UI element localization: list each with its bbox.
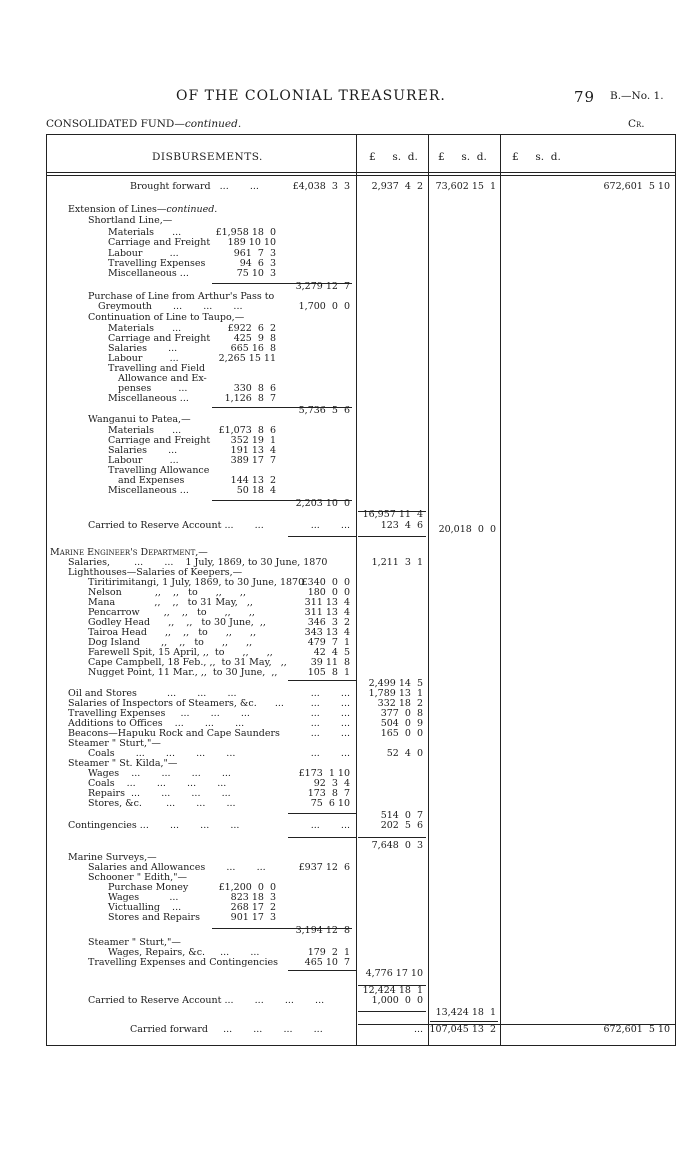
ledger-amount: 330 8 6 bbox=[233, 383, 276, 394]
ledger-amount: 50 18 4 bbox=[236, 485, 276, 496]
ledger-item-label: Carried to Reserve Account ... ... bbox=[88, 520, 264, 531]
ledger-item-label: Steamer " Sturt,"— bbox=[88, 937, 181, 948]
ledger-item-label: Godley Head ,, ,, to 30 June, ,, bbox=[88, 617, 266, 628]
ledger-item-label: Wages ... bbox=[108, 892, 179, 903]
column-header: £ s. d. bbox=[438, 151, 487, 163]
ledger-amount: ... ... bbox=[310, 718, 350, 729]
ledger-amount: 2,265 15 11 bbox=[218, 353, 276, 364]
ledger-item-label: Continuation of Line to Taupo,— bbox=[88, 312, 245, 323]
ledger-item-label: Shortland Line,— bbox=[88, 215, 173, 226]
ledger-item-label: Steamer " St. Kilda,"— bbox=[68, 758, 178, 769]
credit-side-label: Cr. bbox=[628, 118, 645, 130]
ledger-amount: 901 17 3 bbox=[230, 912, 276, 923]
ledger-amount: 202 5 6 bbox=[380, 820, 423, 831]
page-number: 79 bbox=[574, 88, 596, 106]
ledger-item-label: Tiritirimitangi, 1 July, 1869, to 30 June, 1870 bbox=[88, 577, 305, 588]
ledger-amount: 665 16 8 bbox=[230, 343, 276, 354]
ledger-amount: 73,602 15 1 bbox=[435, 181, 496, 192]
page-title: OF THE COLONIAL TREASURER. bbox=[176, 88, 446, 104]
ledger-item-label: Carriage and Freight bbox=[108, 435, 211, 446]
ledger-item-label: Stores, &c. ... ... ... bbox=[88, 798, 236, 809]
ledger-item-label: Repairs ... ... ... ... bbox=[88, 788, 231, 799]
ledger-item-label: Carriage and Freight bbox=[108, 237, 211, 248]
ledger-amount: 12,424 18 1 bbox=[362, 985, 423, 996]
ledger-item-label: Contingencies ... ... ... ... bbox=[68, 820, 240, 831]
ledger-item-label: Salaries and Allowances ... ... bbox=[88, 862, 266, 873]
ledger-amount: 352 19 1 bbox=[230, 435, 276, 446]
ledger-item-label: Pencarrow ,, ,, to ,, ,, bbox=[88, 607, 255, 618]
ledger-amount: 16,957 11 4 bbox=[362, 509, 423, 520]
ledger-amount: 1,700 0 0 bbox=[298, 301, 350, 312]
ledger-item-label: Oil and Stores ... ... ... bbox=[68, 688, 237, 699]
ledger-item-label: Travelling Expenses ... ... ... bbox=[68, 708, 250, 719]
ledger-amount: 2,499 14 5 bbox=[368, 678, 423, 689]
column-header: £ s. d. bbox=[369, 151, 418, 163]
ledger-item-label: Materials ... bbox=[108, 323, 182, 334]
ledger-amount: 13,424 18 1 bbox=[435, 1007, 496, 1018]
ledger-item-label: Dog Island ,, ,, to ,, ,, bbox=[88, 637, 253, 648]
ledger-amount: 3,194 12 8 bbox=[295, 925, 350, 936]
ledger-item-label: Carriage and Freight bbox=[108, 333, 211, 344]
ledger-amount: 180 0 0 bbox=[307, 587, 350, 598]
ledger-amount: 425 9 8 bbox=[233, 333, 276, 344]
ledger-item-label: Mana ,, ,, to 31 May, ,, bbox=[88, 597, 253, 608]
ledger-amount: 39 11 8 bbox=[310, 657, 350, 668]
ledger-amount: 389 17 7 bbox=[230, 455, 276, 466]
ledger-amount: 165 0 0 bbox=[380, 728, 423, 739]
ledger-item-label: Coals ... ... ... ... bbox=[88, 748, 236, 759]
ledger-amount: 3,279 12 7 bbox=[295, 281, 350, 292]
ledger-amount: 377 0 8 bbox=[380, 708, 423, 719]
ledger-item-label: Schooner " Edith,"— bbox=[88, 872, 187, 883]
ledger-item-label: Carried to Reserve Account ... ... ... ... bbox=[88, 995, 325, 1006]
ledger-amount: 42 4 5 bbox=[313, 647, 350, 658]
ledger-item-label: Wanganui to Patea,— bbox=[88, 414, 191, 425]
ledger-amount: 311 13 4 bbox=[304, 597, 350, 608]
ledger-item-label: Materials ... bbox=[108, 425, 182, 436]
ledger-amount: 1,789 13 1 bbox=[368, 688, 423, 699]
ledger-amount: 479 7 1 bbox=[307, 637, 350, 648]
ledger-amount: 105 8 1 bbox=[307, 667, 350, 678]
ledger-amount: 75 10 3 bbox=[236, 268, 276, 279]
ledger-amount: 268 17 2 bbox=[230, 902, 276, 913]
ledger-amount: ... ... bbox=[310, 708, 350, 719]
ledger-amount: 94 6 3 bbox=[239, 258, 276, 269]
ledger-amount: 179 2 1 bbox=[307, 947, 350, 958]
document-reference: B.—No. 1. bbox=[610, 90, 664, 102]
ledger-item-label: Greymouth ... ... ... bbox=[98, 301, 243, 312]
ledger-amount: 343 13 4 bbox=[304, 627, 350, 638]
ledger-item-label: Carried forward ... ... ... ... bbox=[130, 1024, 323, 1035]
ledger-amount: 7,648 0 3 bbox=[371, 840, 423, 851]
ledger-item-label: Tairoa Head ,, ,, to ,, ,, bbox=[88, 627, 257, 638]
ledger-amount: 514 0 7 bbox=[380, 810, 423, 821]
ledger-item-label: Wages ... ... ... ... bbox=[88, 768, 231, 779]
ledger-item-label: Cape Campbell, 18 Feb., ,, to 31 May, ,, bbox=[88, 657, 287, 668]
ledger-item-label: and Expenses bbox=[118, 475, 185, 486]
ledger-item-label: Miscellaneous ... bbox=[108, 268, 189, 279]
ledger-amount: 672,601 5 10 bbox=[603, 1024, 670, 1035]
ledger-amount: 465 10 7 bbox=[304, 957, 350, 968]
ledger-item-label: Marine Surveys,— bbox=[68, 852, 157, 863]
ledger-amount: 311 13 4 bbox=[304, 607, 350, 618]
ledger-item-label: Salaries, ... ... 1 July, 1869, to 30 June, 1870 bbox=[68, 557, 328, 568]
ledger-amount: 1,126 8 7 bbox=[224, 393, 276, 404]
ledger-item-label: Extension of Lines—continued. bbox=[68, 204, 218, 215]
ledger-item-label: Travelling and Field bbox=[108, 363, 206, 374]
ledger-amount: 672,601 5 10 bbox=[603, 181, 670, 192]
ledger-amount: £922 6 2 bbox=[227, 323, 276, 334]
ledger-amount: £937 12 6 bbox=[298, 862, 350, 873]
ledger-amount: 5,736 5 6 bbox=[298, 405, 350, 416]
ledger-amount: ... ... bbox=[310, 520, 350, 531]
ledger-amount: 332 18 2 bbox=[377, 698, 423, 709]
ledger-amount: 75 6 10 bbox=[310, 798, 350, 809]
ledger-amount: 173 8 7 bbox=[307, 788, 350, 799]
ledger-amount: 504 0 9 bbox=[380, 718, 423, 729]
ledger-item-label: Stores and Repairs bbox=[108, 912, 200, 923]
ledger-item-label: Beacons—Hapuku Rock and Cape Saunders bbox=[68, 728, 280, 739]
ledger-item-label: Steamer " Sturt,"— bbox=[68, 738, 161, 749]
ledger-amount: 144 13 2 bbox=[230, 475, 276, 486]
ledger-item-label: Allowance and Ex- bbox=[118, 373, 207, 384]
ledger-amount: ... ... bbox=[310, 688, 350, 699]
ledger-amount: 961 7 3 bbox=[233, 248, 276, 259]
ledger-amount: £1,073 8 6 bbox=[218, 425, 276, 436]
ledger-item-label: Salaries ... bbox=[108, 343, 178, 354]
ledger-item-label: Travelling Expenses and Contingencies bbox=[88, 957, 279, 968]
ledger-amount: £173 1 10 bbox=[298, 768, 350, 779]
ledger-amount: 52 4 0 bbox=[386, 748, 423, 759]
ledger-item-label: Brought forward ... ... bbox=[130, 181, 259, 192]
ledger-amount: 823 18 3 bbox=[230, 892, 276, 903]
ledger-item-label: Coals ... ... ... ... bbox=[88, 778, 227, 789]
ledger-item-label: Labour ... bbox=[108, 353, 179, 364]
ledger-amount: ... ... bbox=[310, 748, 350, 759]
ledger-amount: £1,958 18 0 bbox=[215, 227, 276, 238]
ledger-item-label: Travelling Allowance bbox=[108, 465, 210, 476]
ledger-item-label: Additions to Offices ... ... ... bbox=[68, 718, 245, 729]
ledger-amount: 1,000 0 0 bbox=[371, 995, 423, 1006]
ledger-amount: 20,018 0 0 bbox=[438, 524, 496, 535]
disbursements-heading: DISBURSEMENTS. bbox=[152, 151, 263, 163]
ledger-amount: £4,038 3 3 bbox=[292, 181, 350, 192]
ledger-item-label: Salaries of Inspectors of Steamers, &c. ... bbox=[68, 698, 284, 709]
ledger-amount: £340 0 0 bbox=[301, 577, 350, 588]
ledger-amount: 107,045 13 2 bbox=[429, 1024, 496, 1035]
ledger-item-label: Miscellaneous ... bbox=[108, 393, 189, 404]
ledger-item-label: Labour ... bbox=[108, 248, 179, 259]
ledger-amount: 123 4 6 bbox=[380, 520, 423, 531]
ledger-item-label: Labour ... bbox=[108, 455, 179, 466]
ledger-amount: ... bbox=[413, 1024, 423, 1035]
ledger-item-label: Nelson ,, ,, to ,, ,, bbox=[88, 587, 246, 598]
ledger-amount: 4,776 17 10 bbox=[365, 968, 423, 979]
column-header: £ s. d. bbox=[512, 151, 561, 163]
ledger-item-label: Wages, Repairs, &c. ... ... bbox=[108, 947, 260, 958]
ledger-item-label: Nugget Point, 11 Mar., ,, to 30 June, ,, bbox=[88, 667, 278, 678]
fund-heading: CONSOLIDATED FUND—continued. bbox=[46, 118, 242, 130]
ledger-item-label: Purchase Money bbox=[108, 882, 189, 893]
ledger-item-label: Travelling Expenses bbox=[108, 258, 206, 269]
ledger-item-label: Farewell Spit, 15 April, ,, to ,, ,, bbox=[88, 647, 273, 658]
ledger-amount: ... ... bbox=[310, 820, 350, 831]
ledger-amount: 1,211 3 1 bbox=[371, 557, 423, 568]
ledger-item-label: Miscellaneous ... bbox=[108, 485, 189, 496]
ledger-amount: £1,200 0 0 bbox=[218, 882, 276, 893]
ledger-item-label: Marine Engineer's Department,— bbox=[50, 547, 208, 558]
ledger-item-label: penses ... bbox=[118, 383, 188, 394]
ledger-item-label: Materials ... bbox=[108, 227, 182, 238]
ledger-item-label: Lighthouses—Salaries of Keepers,— bbox=[68, 567, 243, 578]
ledger-amount: 2,203 10 0 bbox=[295, 498, 350, 509]
ledger-amount: 2,937 4 2 bbox=[371, 181, 423, 192]
ledger-amount: 189 10 10 bbox=[227, 237, 276, 248]
ledger-item-label: Victualling ... bbox=[108, 902, 182, 913]
ledger-item-label: Purchase of Line from Arthur's Pass to bbox=[88, 291, 275, 302]
ledger-amount: 92 3 4 bbox=[313, 778, 350, 789]
ledger-amount: ... ... bbox=[310, 728, 350, 739]
ledger-amount: 191 13 4 bbox=[230, 445, 276, 456]
ledger-amount: 346 3 2 bbox=[307, 617, 350, 628]
ledger-item-label: Salaries ... bbox=[108, 445, 178, 456]
ledger-amount: ... ... bbox=[310, 698, 350, 709]
